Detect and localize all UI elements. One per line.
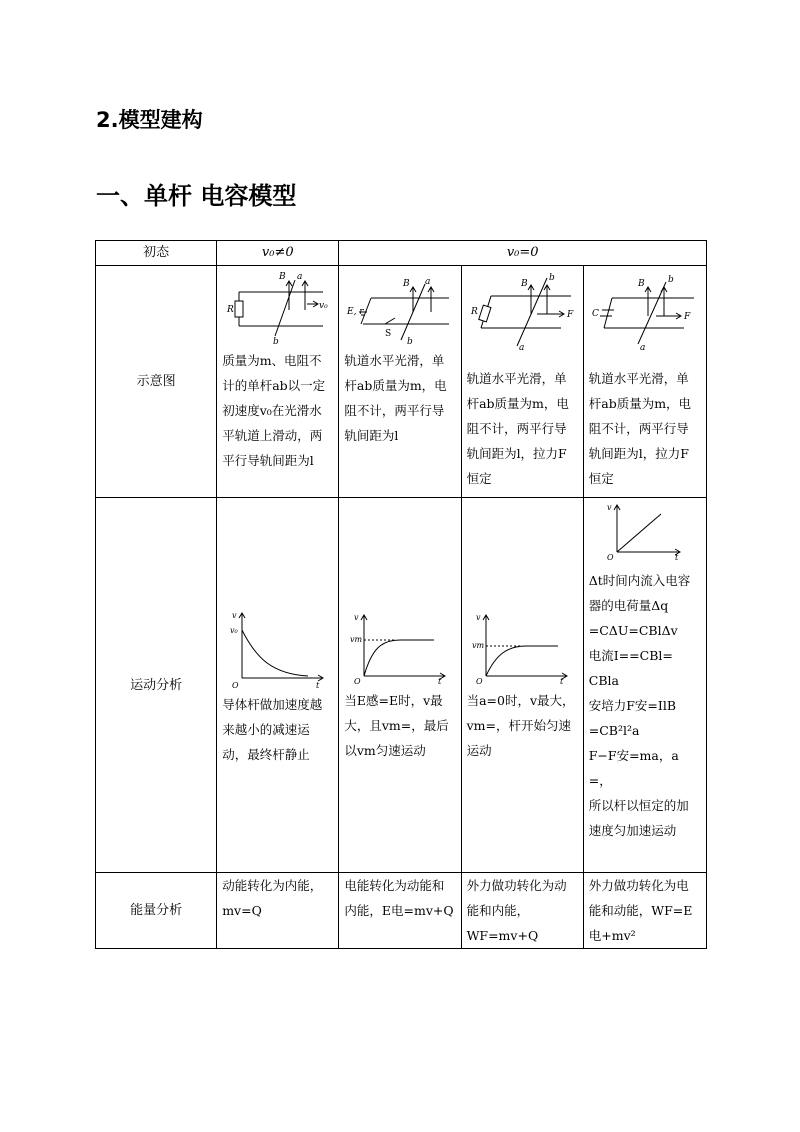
svg-text:R: R — [471, 307, 478, 317]
energy-label: 能量分析 — [96, 873, 217, 949]
svg-text:F: F — [683, 312, 691, 322]
svg-text:b: b — [406, 337, 413, 346]
circuit-battery-switch — [345, 270, 455, 346]
svg-text:O: O — [476, 676, 483, 686]
svg-text:v: v — [353, 612, 359, 622]
schematic-cell-1 — [217, 266, 339, 498]
svg-text:vm: vm — [472, 640, 485, 650]
svg-text:t: t — [315, 680, 319, 690]
svg-text:R: R — [226, 305, 234, 315]
section-title: 2.模型建构 — [96, 108, 203, 132]
energy-cell-3: 外力做功转化为动能和内能，WF=mv+Q — [461, 873, 583, 949]
motion-cell-4 — [583, 498, 706, 873]
header-row — [96, 241, 707, 266]
svg-text:a: a — [519, 343, 525, 352]
svg-text:v: v — [231, 610, 237, 620]
motion-line: =， — [588, 773, 612, 788]
svg-text:E, r: E, r — [346, 307, 364, 317]
energy-cell-2: 电能转化为动能和内能，E电=mv+Q — [339, 873, 461, 949]
svg-text:B: B — [521, 279, 528, 289]
svg-text:v₀: v₀ — [318, 301, 328, 311]
svg-text:v: v — [606, 503, 612, 512]
svg-text:O: O — [606, 553, 614, 562]
motion-line: 电流I==CBl= — [588, 648, 673, 663]
svg-text:B: B — [402, 279, 410, 289]
svg-text:t: t — [437, 676, 442, 686]
motion-line: F−F安=ma，a — [588, 748, 679, 763]
schematic-row — [96, 266, 707, 498]
svg-text:a: a — [424, 277, 431, 287]
svg-text:t: t — [674, 553, 679, 562]
motion-cell-2 — [339, 498, 461, 873]
svg-text:b: b — [667, 275, 674, 285]
schematic-text-3: 轨道水平光滑，单杆ab质量为m，电阻不计，两平行导轨间距为l，拉力F恒定 — [466, 371, 569, 486]
schematic-text-2: 轨道水平光滑，单杆ab质量为m，电阻不计，两平行导轨间距为l — [344, 353, 447, 443]
motion-line: 所以杆以恒定的加速度匀加速运动 — [588, 798, 689, 838]
svg-text:a: a — [296, 272, 303, 282]
model-table — [95, 240, 707, 949]
svg-text:O: O — [231, 680, 239, 690]
energy-row — [96, 873, 707, 949]
svg-text:S: S — [384, 329, 392, 339]
schematic-cell-2 — [339, 266, 461, 498]
svg-text:v: v — [476, 612, 481, 622]
motion-cell-1 — [217, 498, 339, 873]
svg-text:B: B — [637, 279, 645, 289]
svg-text:b: b — [549, 273, 555, 283]
motion-text-3: 当a=0时，v最大，vm=，杆开始匀速运动 — [466, 692, 575, 758]
schematic-text-4: 轨道水平光滑，单杆ab质量为m，电阻不计，两平行导轨间距为l，拉力F恒定 — [588, 371, 692, 486]
svg-text:C: C — [591, 309, 599, 319]
svg-text:t: t — [560, 676, 564, 686]
header-v0-zero: v₀=0 — [339, 241, 707, 266]
motion-label: 运动分析 — [96, 498, 217, 873]
motion-line: =CΔU=CBlΔv — [588, 623, 678, 638]
energy-cell-4: 外力做功转化为电能和动能，WF=E电+mv² — [583, 873, 706, 949]
saturation-graph-force — [472, 612, 572, 686]
schematic-cell-4 — [583, 266, 706, 498]
schematic-cell-3 — [461, 266, 583, 498]
svg-text:O: O — [353, 676, 361, 686]
motion-line: Δt时间内流入电容器的电荷量Δq — [588, 573, 691, 613]
motion-line: =CB²l²a — [588, 723, 640, 738]
header-initial-state: 初态 — [96, 241, 217, 266]
circuit-resistor-moving-rod — [223, 270, 333, 346]
circuit-resistor-force — [467, 270, 577, 352]
decay-graph — [228, 608, 328, 690]
svg-text:b: b — [272, 337, 279, 346]
motion-row — [96, 498, 707, 873]
motion-text-2: 当E感=E时，v最大，且vm=，最后以vm匀速运动 — [344, 692, 449, 758]
motion-text-1: 导体杆做加速度越来越小的减速运动，最终杆静止 — [222, 696, 323, 762]
motion-line: 安培力F安=IlB — [588, 698, 677, 713]
model-title: 一、单杆 电容模型 — [96, 182, 297, 210]
schematic-text-1: 质量为m、电阻不计的单杆ab以一定初速度v₀在光滑水平轨道上滑动，两平行导轨间距为l — [222, 353, 326, 468]
circuit-capacitor-force — [590, 270, 700, 352]
energy-cell-1: 动能转化为内能，mv=Q — [217, 873, 339, 949]
svg-text:F: F — [567, 310, 574, 320]
header-v0-nonzero: v₀≠0 — [217, 241, 339, 266]
linear-graph — [605, 502, 685, 562]
motion-line: CBla — [588, 673, 619, 688]
svg-text:a: a — [639, 343, 646, 352]
schematic-label: 示意图 — [96, 266, 217, 498]
saturation-graph — [350, 612, 450, 686]
motion-cell-3 — [461, 498, 583, 873]
svg-text:vm: vm — [349, 634, 363, 644]
motion-text-4 — [589, 568, 701, 843]
svg-text:B: B — [278, 272, 286, 282]
svg-text:v₀: v₀ — [229, 625, 238, 635]
